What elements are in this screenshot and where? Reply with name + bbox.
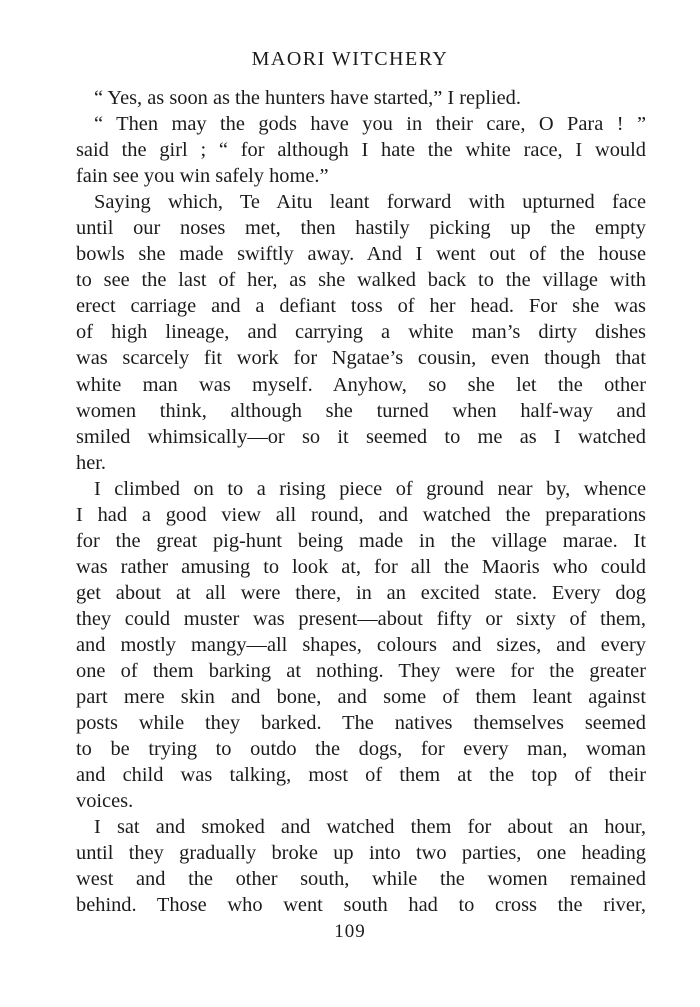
text-line: “ Then may the gods have you in their care, O Para ! ” (94, 113, 646, 136)
text-line: they could muster was present—about fifty or sixty of them, (76, 607, 646, 630)
text-line: until they gradually broke up into two parties, one heading (76, 842, 646, 865)
page-number: 109 (334, 921, 366, 942)
text-line: west and the other south, while the women remained (76, 868, 646, 891)
text-line: was rather amusing to look at, for all the Maoris who could (76, 555, 646, 578)
text-line: I sat and smoked and watched them for about an hour, (94, 816, 646, 839)
text-line: part mere skin and bone, and some of them leant against (76, 686, 646, 709)
text-line: I had a good view all round, and watched the preparations (76, 503, 646, 526)
text-line: and child was talking, most of them at the top of their (76, 764, 646, 787)
text-line: fain see you win safely home.” (76, 165, 329, 188)
text-line: Saying which, Te Aitu leant forward with upturned face (94, 191, 646, 214)
text-line: and mostly mangy—all shapes, colours and sizes, and every (76, 633, 646, 656)
text-line: women think, although she turned when half-way and (76, 399, 646, 422)
text-line: of high lineage, and carrying a white man’s dirty dishes (76, 321, 646, 344)
text-line: her. (76, 451, 107, 474)
text-line: smiled whimsically—or so it seemed to me as I watched (76, 425, 646, 448)
body-text (76, 85, 646, 919)
text-line: white man was myself. Anyhow, so she let the other (76, 373, 646, 396)
text-line: for the great pig-hunt being made in the village marae. It (76, 529, 646, 552)
text-line: get about at all were there, in an excited state. Every dog (76, 581, 646, 604)
text-line: one of them barking at nothing. They were for the greater (76, 660, 646, 683)
text-line: until our noses met, then hastily picking up the empty (76, 217, 646, 240)
running-head: MAORI WITCHERY (251, 48, 449, 70)
text-line: to be trying to outdo the dogs, for every man, woman (76, 738, 646, 761)
text-line: to see the last of her, as she walked back to the village with (76, 269, 646, 292)
text-line: bowls she made swiftly away. And I went out of the house (76, 243, 646, 266)
text-line: voices. (76, 790, 134, 813)
text-line: I climbed on to a rising piece of ground near by, whence (94, 477, 646, 500)
text-line: posts while they barked. The natives themselves seemed (76, 712, 646, 735)
text-line: “ Yes, as soon as the hunters have started,” I replied. (94, 87, 521, 109)
text-line: said the girl ; “ for although I hate the white race, I would (76, 139, 646, 162)
text-line: was scarcely fit work for Ngatae’s cousin, even though that (76, 347, 646, 370)
text-line: behind. Those who went south had to cross the river, (76, 894, 646, 917)
text-line: erect carriage and a defiant toss of her head. For she was (76, 295, 646, 318)
